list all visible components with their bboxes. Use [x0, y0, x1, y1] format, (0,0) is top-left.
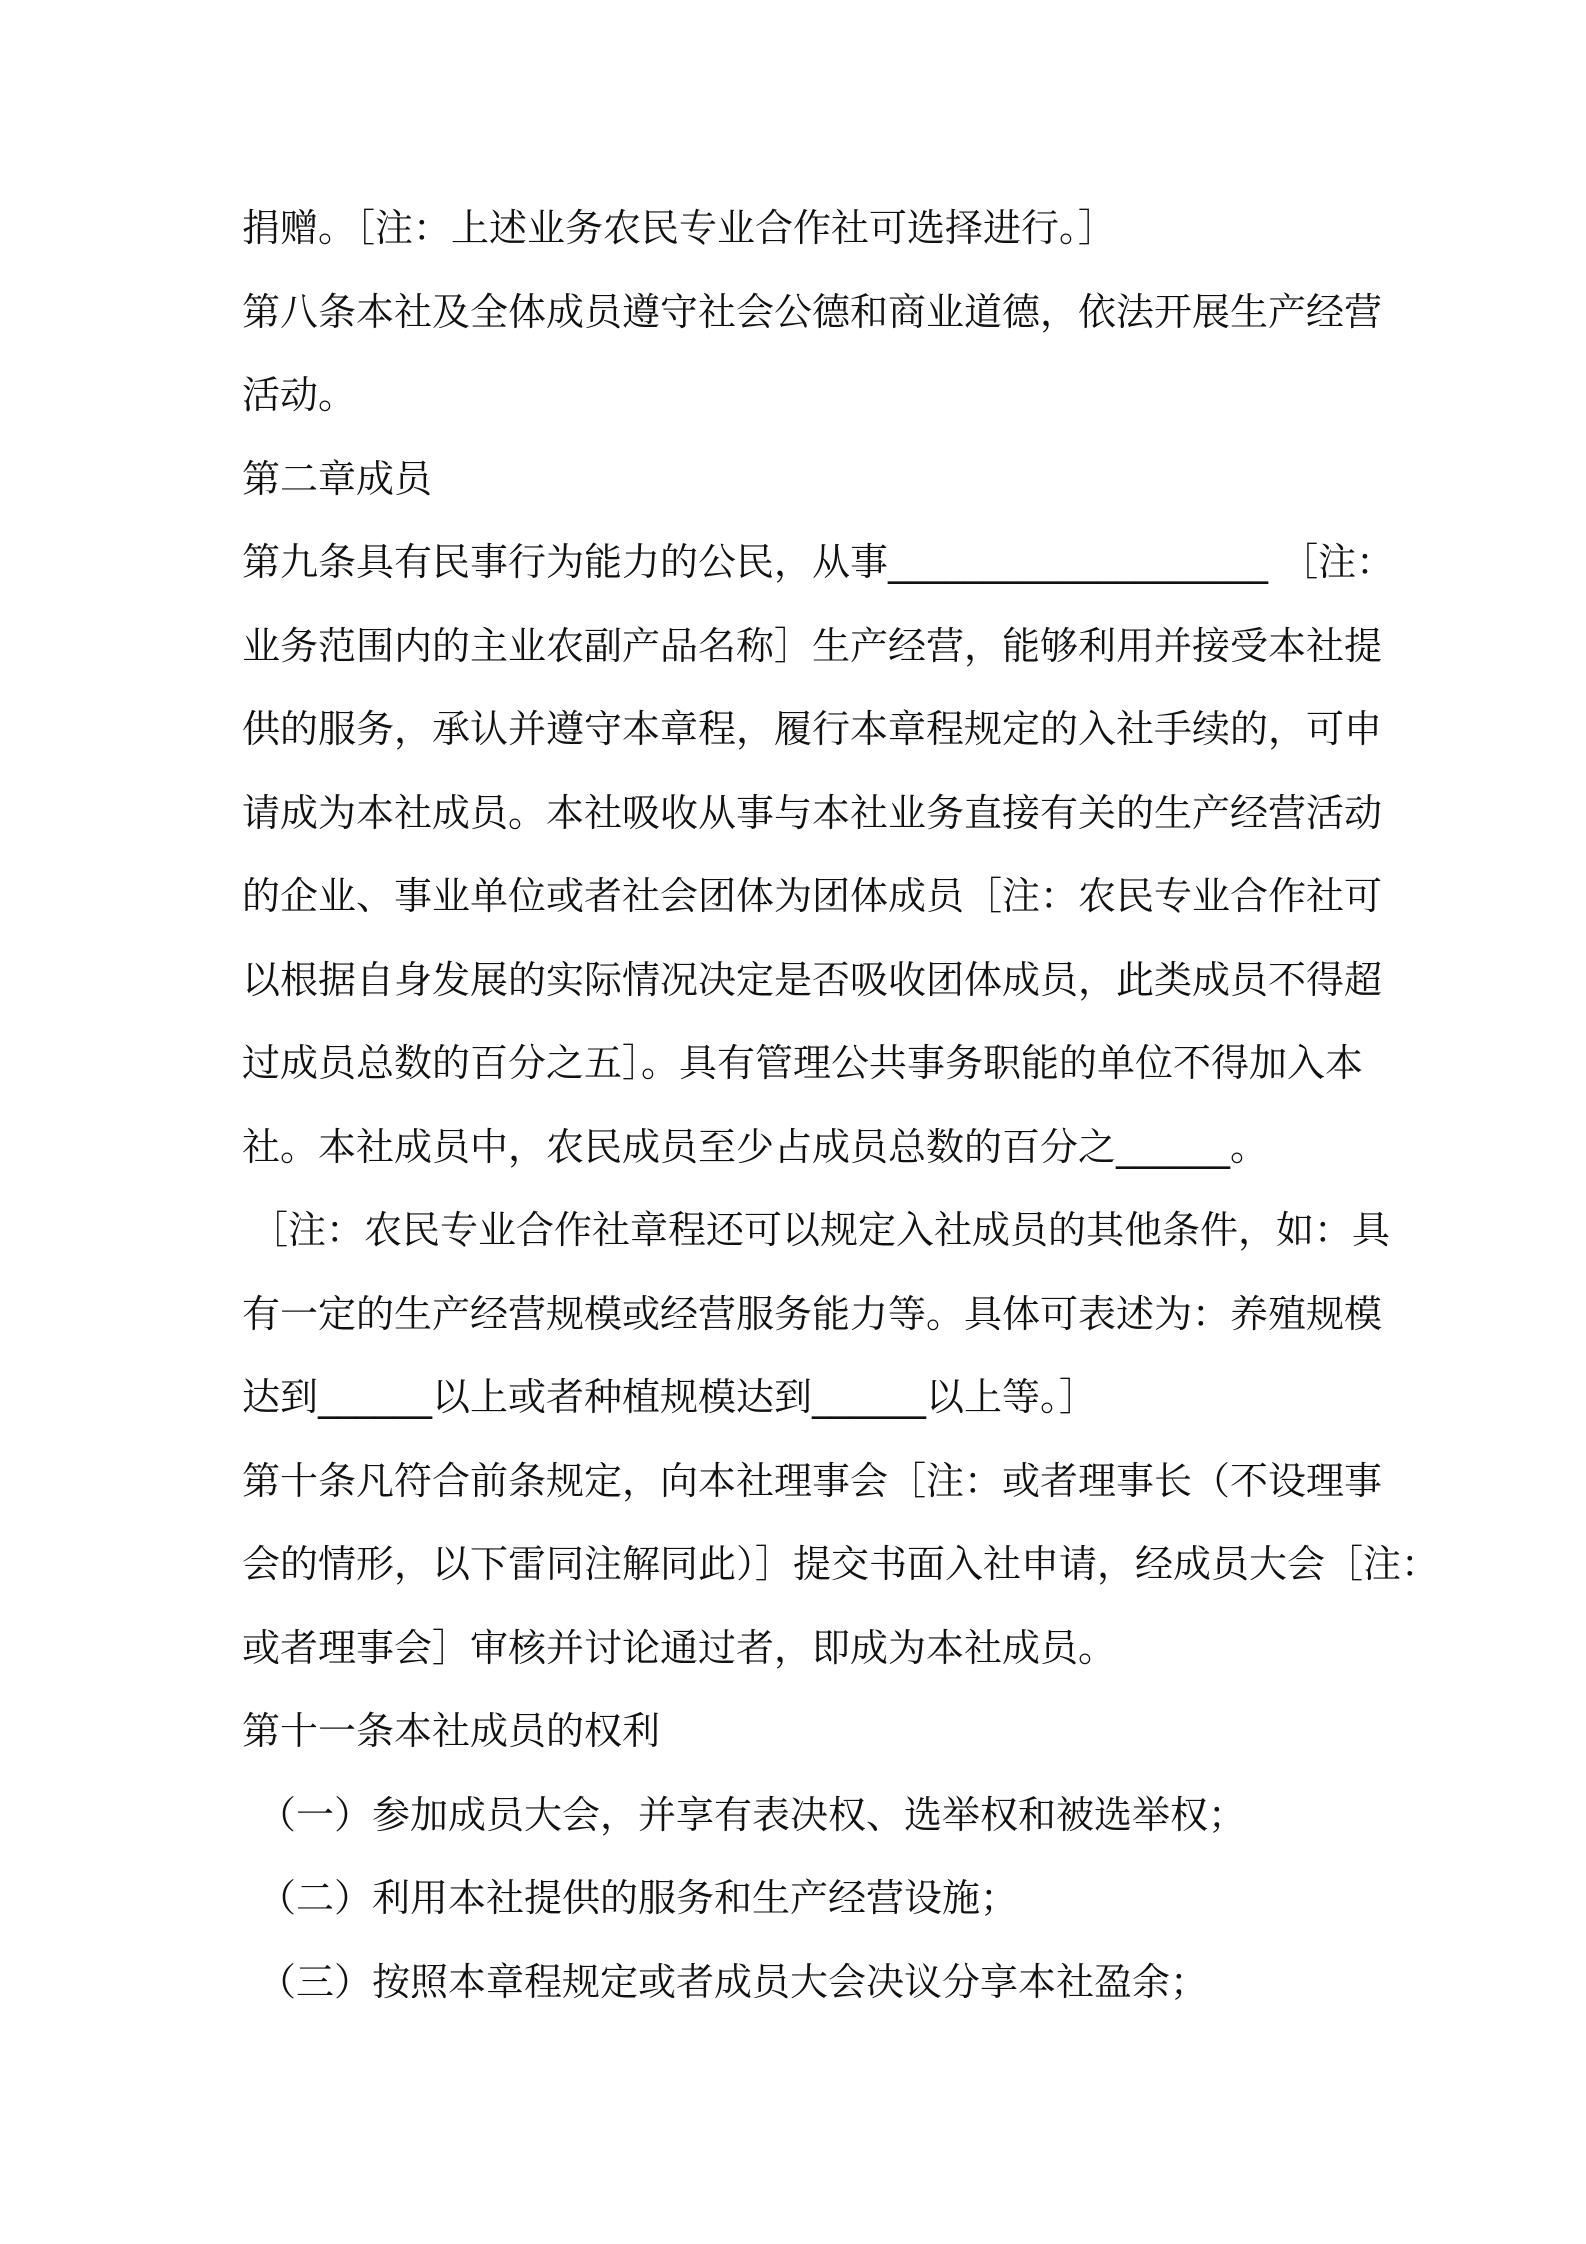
list-item-1: （一）参加成员大会，并享有表决权、选举权和被选举权；	[258, 1793, 1247, 1837]
text-line-18: 或者理事会］审核并讨论通过者，即成为本社成员。	[242, 1626, 1117, 1670]
list-item-3: （三）按照本章程规定或者成员大会决议分享本社盈余；	[258, 1960, 1209, 2004]
text-line-15: 达到______以上或者种植规模达到______以上等。］	[242, 1375, 1098, 1419]
text-line-5: 第九条具有民事行为能力的公民，从事____________________ ［注：	[242, 540, 1395, 584]
text-line-10: 以根据自身发展的实际情况决定是否吸收团体成员，此类成员不得超	[242, 958, 1383, 1002]
text-line-12: 社。本社成员中，农民成员至少占成员总数的百分之______。	[242, 1125, 1269, 1169]
text-line-16: 第十条凡符合前条规定，向本社理事会［注：或者理事长（不设理事	[242, 1459, 1383, 1503]
text-line-1: 捐赠。［注：上述业务农民专业合作社可选择进行。］	[242, 206, 1117, 250]
list-item-2: （二）利用本社提供的服务和生产经营设施；	[258, 1876, 1019, 1920]
text-line-14: 有一定的生产经营规模或经营服务能力等。具体可表述为：养殖规模	[242, 1292, 1383, 1336]
article-heading: 第十一条本社成员的权利	[242, 1709, 661, 1753]
text-line-8: 请成为本社成员。本社吸收从事与本社业务直接有关的生产经营活动	[242, 791, 1383, 835]
chapter-heading: 第二章成员	[242, 457, 433, 501]
text-line-11: 过成员总数的百分之五］。具有管理公共事务职能的单位不得加入本	[242, 1041, 1364, 1085]
text-line-13: ［注：农民专业合作社章程还可以规定入社成员的其他条件，如：具	[250, 1208, 1391, 1252]
text-line-6: 业务范围内的主业农副产品名称］生产经营，能够利用并接受本社提	[242, 624, 1383, 668]
text-line-3: 活动。	[242, 373, 357, 417]
text-line-2: 第八条本社及全体成员遵守社会公德和商业道德，依法开展生产经营	[242, 290, 1383, 334]
text-line-7: 供的服务，承认并遵守本章程，履行本章程规定的入社手续的，可申	[242, 707, 1383, 751]
text-line-9: 的企业、事业单位或者社会团体为团体成员［注：农民专业合作社可	[242, 874, 1383, 918]
text-line-17: 会的情形，以下雷同注解同此）］提交书面入社申请，经成员大会［注：	[242, 1542, 1440, 1586]
